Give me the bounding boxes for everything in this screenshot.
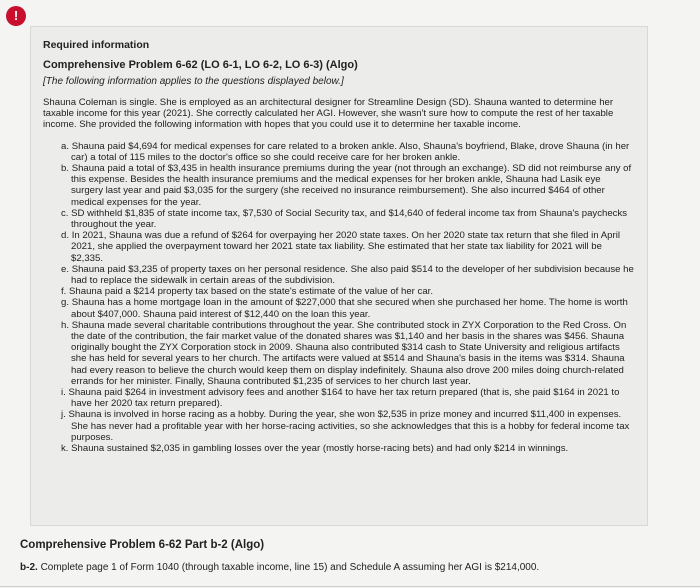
- fact-letter: c.: [61, 207, 69, 219]
- fact-letter: k.: [61, 443, 69, 455]
- fact-item: [61, 230, 635, 264]
- fact-letter: f.: [61, 286, 67, 298]
- fact-letter: j.: [61, 409, 66, 421]
- fact-text: In 2021, Shauna was due a refund of $264 for overpaying her 2020 state taxes. On her 2020 state tax return that she filed in April 2021, she applied the overpayment toward her 2021 state tax liability. She estimated that her state tax liability for 2021 will be $2,335.: [71, 230, 620, 264]
- fact-item: [61, 141, 635, 163]
- fact-letter: i.: [61, 387, 66, 399]
- fact-text: Shauna made several charitable contributions throughout the year. She contributed stock in ZYX Corporation to the Red Cross. On the date of the contribution, the fair market value of the donated shares was $1,140 and her basis in the shares was $456. Shauna originally bought the ZYX Corporation stock in 2009. Shauna also contributed $314 cash to State University and religious artifacts she has held for several years to her church. The artifacts were valued at $514 and Shauna's basis in the items was $314. Shauna had every reason to believe the church would keep them on display indefinitely. Shauna also drove 200 miles doing church-related errands for her minister. Finally, Shauna contributed $1,235 of services to her church last year.: [71, 319, 627, 387]
- fact-text: SD withheld $1,835 of state income tax, $7,530 of Social Security tax, and $14,640 of federal income tax from Shauna's paychecks throughout the year.: [71, 207, 628, 231]
- fact-item: [61, 297, 635, 319]
- facts-list: [43, 141, 635, 455]
- alert-icon: !: [6, 6, 26, 26]
- divider: [0, 586, 700, 587]
- fact-text: Shauna paid a $214 property tax based on the state's estimate of the value of her car.: [69, 286, 433, 298]
- fact-item: [61, 286, 635, 297]
- required-heading: Required information: [43, 39, 150, 51]
- problem-title: Comprehensive Problem 6-62 (LO 6-1, LO 6-2, LO 6-3) (Algo): [43, 59, 358, 71]
- fact-letter: h.: [61, 319, 70, 331]
- fact-letter: d.: [61, 230, 70, 242]
- fact-item: [61, 208, 635, 230]
- fact-letter: b.: [61, 163, 70, 175]
- fact-item: [61, 409, 635, 443]
- fact-text: Shauna paid $264 in investment advisory fees and another $164 to have her tax return prepared (that is, she paid $164 in 2021 to have her 2020 tax return prepared).: [68, 387, 620, 410]
- fact-letter: a.: [61, 140, 70, 152]
- fact-text: Shauna has a home mortgage loan in the amount of $227,000 that she secured when she purchased her home. The home is worth about $407,000. Shauna paid interest of $12,440 on the loan this year.: [71, 297, 628, 320]
- fact-text: Shauna paid a total of $3,435 in health insurance premiums during the year (not through an exchange). SD did not reimburse any of this expense. Besides the health insurance premiums and the medical expenses for her broken ankle, Shauna had Lasik eye surgery last year and paid $3,035 for the surgery (she received no insurance reimbursement). She also incurred $464 of other medical expenses for the year.: [71, 163, 632, 208]
- task-text: Complete page 1 of Form 1040 (through taxable income, line 15) and Schedule A assuming her AGI is $214,000.: [40, 562, 540, 573]
- required-information-panel: [30, 26, 648, 526]
- fact-text: Shauna paid $3,235 of property taxes on her personal residence. She also paid $514 to the developer of her subdivision because he had to replace the sidewalk in certain areas of the subdivision.: [71, 263, 634, 287]
- intro-paragraph: Shauna Coleman is single. She is employed as an architectural designer for Streamline Design (SD). Shauna wanted to determine her taxable income for this year (2021). She correctly calculated her AGI. However, she wasn't sure how to compute the rest of her taxable income. She provided the following information with hopes that you could use it to determine her taxable income.: [43, 97, 614, 131]
- task-label: b-2.: [20, 562, 38, 573]
- fact-letter: e.: [61, 263, 70, 275]
- fact-text: Shauna paid $4,694 for medical expenses for care related to a broken ankle. Also, Shauna's boyfriend, Blake, drove Shauna (in her car) a total of 115 miles to the doctor's office so she could receive care for her broken ankle.: [71, 140, 630, 163]
- fact-item: [61, 387, 635, 409]
- fact-item: [61, 443, 635, 454]
- task-instruction: [20, 562, 539, 573]
- fact-item: [61, 320, 635, 387]
- info-note: [The following information applies to the questions displayed below.]: [43, 76, 344, 87]
- fact-text: Shauna is involved in horse racing as a hobby. During the year, she won $2,535 in prize money and incurred $11,400 in expenses. She has never had a profitable year with her horse-racing activities, so she acknowledges that this is a hobby for federal income tax purposes.: [68, 409, 630, 443]
- fact-text: Shauna sustained $2,035 in gambling losses over the year (mostly horse-racing bets) and had only $214 in winnings.: [71, 443, 569, 455]
- fact-item: [61, 264, 635, 286]
- fact-letter: g.: [61, 297, 70, 309]
- fact-item: [61, 163, 635, 208]
- part-title: Comprehensive Problem 6-62 Part b-2 (Algo): [20, 539, 265, 551]
